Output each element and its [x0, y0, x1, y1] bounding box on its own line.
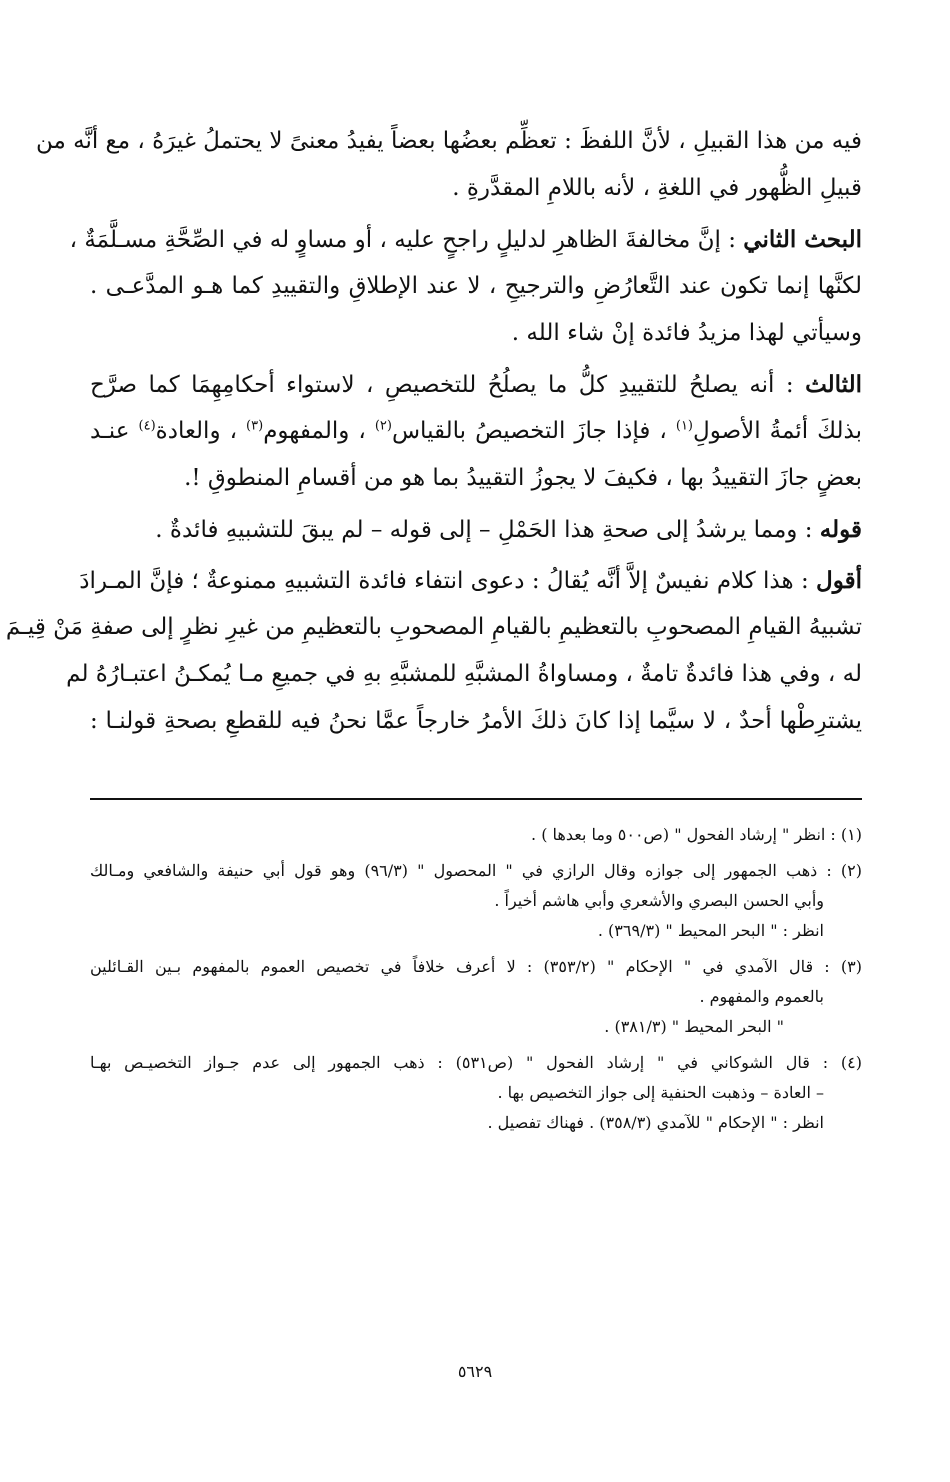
- footnote-separator: [90, 798, 862, 800]
- footnotes: [90, 820, 862, 1138]
- paragraph-3-line-2-part-a: بذلكَ أئمةُ الأصولِ: [693, 418, 862, 444]
- paragraph-2-line-1-text: : إنَّ مخالفةَ الظاهرِ لدليلٍ راجحٍ عليه ، أو مساوٍ له في الصِّحَّةِ مسـلَّمَةٌ ،: [69, 227, 736, 253]
- paragraph-3-line-1-text: : أنه يصلحُ للتقييدِ كلُّ ما يصلُحُ للتخصيصِ ، لاستواء أحكامِهِمَا كما صرَّح: [90, 372, 794, 398]
- footnote-ref-3: (٣): [246, 418, 264, 434]
- footnote-3-line-2: بالعموم والمفهوم .: [699, 987, 824, 1006]
- main-text: [5, 118, 863, 745]
- footnote-3-line-1: (٣) : قال الآمدي في " الإحكام " (٣٥٣/٢) : لا أعرف خلافاً في تخصيص العموم بالمفهوم بـين القـائلين: [90, 957, 862, 976]
- paragraph-2-line-1: [69, 216, 862, 263]
- paragraph-3-line-3: بعضٍ جازَ التقييدُ بها ، فكيفَ لا يجوزُ التقييدُ بما هو من أقسامِ المنطوقِ !.: [184, 465, 862, 491]
- footnote-2-line-3: انظر : " البحر المحيط " (٣٦٩/٣) .: [597, 921, 824, 940]
- footnote-3-line-3: " البحر المحيط " (٣٨١/٣) .: [604, 1017, 784, 1036]
- footnote-1: (١) : انظر " إرشاد الفحول " (ص٥٠٠ وما بعدها ) .: [531, 825, 862, 844]
- paragraph-5-line-4: يشترِطْها أحدٌ ، لا سيَّما إذا كانَ ذلكَ الأمرُ خارجاً عمَّا نحنُ فيه للقطعِ بصحةِ قولنـا :: [90, 708, 862, 734]
- paragraph-5-line-1: [79, 557, 862, 604]
- footnote-4-line-3: انظر : " الإحكام " للآمدي (٣٥٨/٣) . فهناك تفصيل .: [487, 1113, 824, 1132]
- paragraph-3-line-2-part-c: ، والمفهوم: [263, 418, 366, 444]
- paragraph-5-line-2: تشبيهُ القيامِ المصحوبِ بالتعظيمِ بالقيامِ المصحوبِ بالتعظيمِ من غيرِ نظرٍ إلى صفةِ مَنْ قِيـمَ: [5, 614, 862, 640]
- footnote-ref-2: (٢): [374, 418, 392, 434]
- footnote-4-line-2: – العادة – وذهبت الحنفية إلى جواز التخصيص بها .: [497, 1083, 824, 1102]
- paragraph-2-line-2: لكنَّها إنما تكون عند التَّعارُضِ والترجيحِ ، لا عند الإطلاقِ والتقييدِ كما هـو المدَّعـى .: [90, 273, 862, 299]
- footnote-2-line-2: وأبي الحسن البصري والأشعري وأبي هاشم أخيراً .: [494, 891, 824, 910]
- paragraph-3-heading: الثالث: [805, 371, 863, 398]
- paragraph-5-line-3: له ، وفي هذا فائدةٌ تامةٌ ، ومساواةُ المشبَّهِ للمشبَّهِ بهِ في جميعِ مـا يُمكـنُ اعتبـارُهُ لم: [66, 661, 862, 687]
- paragraph-5-heading: أقول: [816, 567, 862, 594]
- footnote-ref-1: (١): [675, 418, 693, 434]
- paragraph-4-text: : ومما يرشدُ إلى صحةِ هذا الحَمْلِ – إلى قوله – لم يبقَ للتشبيهِ فائدةٌ .: [155, 517, 813, 543]
- paragraph-3-line-2-part-d: ، والعادة: [155, 418, 238, 444]
- paragraph-3-line-2-part-b: ، فإذا جازَ التخصيصُ بالقياس: [391, 418, 667, 444]
- paragraph-3-line-2-part-e: عنـد: [90, 418, 130, 444]
- footnote-4-line-1: (٤) : قال الشوكاني في " إرشاد الفحول " (ص٥٣١) : ذهب الجمهور إلى عدم جـواز التخصيـص بهـا: [90, 1053, 862, 1072]
- paragraph-1-line-1: فيه من هذا القبيلِ ، لأنَّ اللفظَ : تعظِّم بعضُها بعضاً يفيدُ معنىً لا يحتملُ غيرَهُ ، مع أنَّه من: [35, 128, 862, 154]
- paragraph-4-line-1: [90, 506, 862, 553]
- paragraph-5-line-1-text: : هذا كلام نفيسٌ إلاَّ أنَّه يُقالُ : دعوى انتفاء فائدة التشبيهِ ممنوعةٌ ؛ فإنَّ المـرادَ: [79, 568, 809, 594]
- paragraph-1-line-2: قبيلِ الظُّهور في اللغةِ ، لأنه باللامِ المقدَّرةِ .: [452, 175, 862, 201]
- footnote-ref-4: (٤): [138, 418, 156, 434]
- paragraph-2-line-3: وسيأتي لهذا مزيدُ فائدة إنْ شاء الله .: [511, 320, 862, 346]
- paragraph-3-line-1: [90, 361, 862, 408]
- footnote-2-line-1: (٢) : ذهب الجمهور إلى جوازه وقال الرازي في " المحصول " (٩٦/٣) وهو قول أبي حنيفة والشافعي ومـالك: [90, 861, 862, 880]
- paragraph-4-heading: قوله: [819, 516, 862, 543]
- paragraph-2-heading: البحث الثاني: [743, 226, 862, 253]
- page-number: ٥٦٢٩: [457, 1362, 493, 1381]
- paragraph-3-line-2: [90, 408, 862, 455]
